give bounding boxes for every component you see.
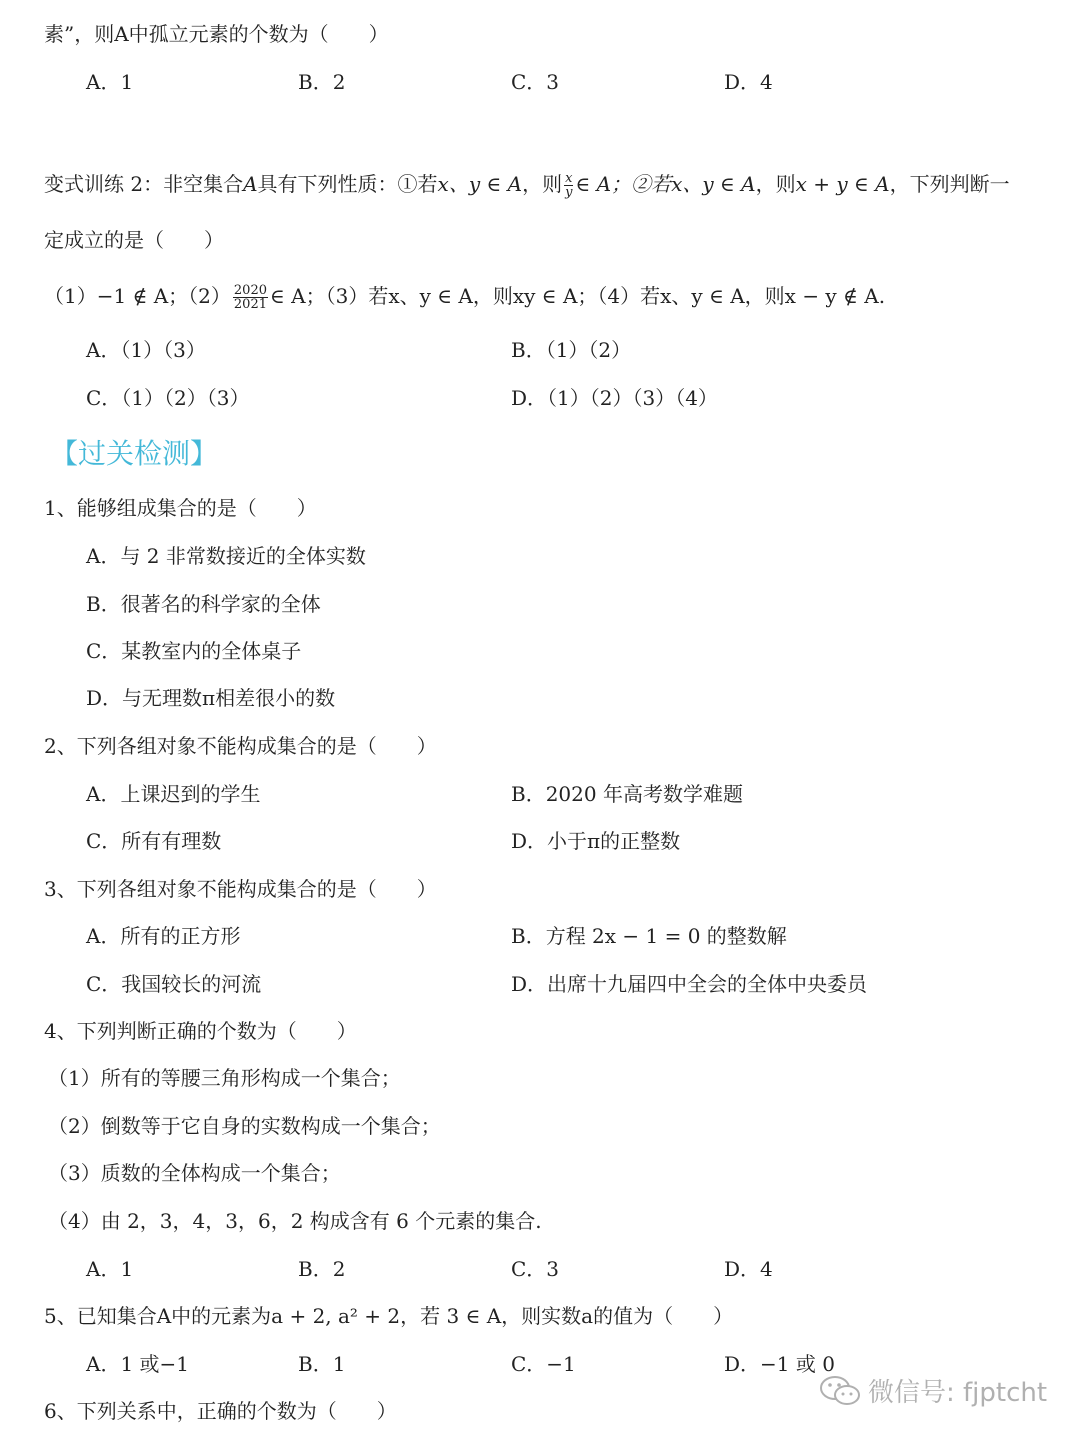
option-d: D．4 <box>724 1257 773 1281</box>
option-c: C．所有有理数 <box>86 829 222 853</box>
question-5-stem: 5、已知集合A中的元素为a + 2, a² + 2，若 3 ∈ A，则实数a的值为（ ） <box>44 1304 734 1328</box>
fraction-denominator: 2021 <box>233 297 267 312</box>
option-c: C．−1 <box>511 1352 576 1376</box>
wechat-icon <box>818 1374 862 1408</box>
fraction-numerator: 2020 <box>233 283 267 298</box>
text: ，下列判断一 <box>889 172 1010 196</box>
watermark <box>818 1372 1047 1409</box>
text: ，则 <box>522 172 563 196</box>
option-c: C．3 <box>511 70 560 94</box>
watermark-text: 微信号: fjptcht <box>868 1378 1048 1408</box>
math: ∈ A；②若 <box>575 172 672 196</box>
variant2-line1 <box>44 170 1010 199</box>
option-a: A．1 <box>86 1257 134 1281</box>
text: ，则 <box>755 172 796 196</box>
option-d: D．出席十九届四中全会的全体中央委员 <box>511 972 868 996</box>
option-a: A．所有的正方形 <box>86 924 241 948</box>
fraction <box>233 284 268 311</box>
option-c: C．我国较长的河流 <box>86 972 262 996</box>
text: ∈ A；（3）若x、y ∈ A，则xy ∈ A；（4）若x、y ∈ A，则x − y ∉ A. <box>270 284 886 308</box>
option-b: B．2 <box>298 1257 346 1281</box>
option-b: B．2020 年高考数学难题 <box>511 782 743 806</box>
option-b: B．很著名的科学家的全体 <box>86 592 321 616</box>
text: 变式训练 2：非空集合 <box>44 172 244 196</box>
list-item: （2）倒数等于它自身的实数构成一个集合； <box>48 1114 441 1138</box>
question-1-stem: 1、能够组成集合的是（ ） <box>44 496 317 520</box>
fraction-denominator: y <box>565 185 573 200</box>
math: x + y ∈ A <box>795 172 890 196</box>
option-d: D．−1 或 0 <box>724 1352 835 1376</box>
option-c: C．3 <box>511 1257 560 1281</box>
variant2-line3 <box>44 282 885 311</box>
option-b: B．方程 2x − 1 = 0 的整数解 <box>511 924 787 948</box>
option-a: A．上课迟到的学生 <box>86 782 261 806</box>
fraction <box>564 172 573 199</box>
text: （1）−1 ∉ A；（2） <box>44 284 231 308</box>
list-item: （1）所有的等腰三角形构成一个集合； <box>48 1066 401 1090</box>
list-item: （3）质数的全体构成一个集合； <box>48 1161 341 1185</box>
math: x、y ∈ A <box>437 172 523 196</box>
question-stem-continued: 素”，则A中孤立元素的个数为（ ） <box>44 22 389 46</box>
math: x、y ∈ A <box>671 172 756 196</box>
option-d: D．4 <box>724 70 773 94</box>
option-d: D．与无理数π相差很小的数 <box>86 686 336 710</box>
option-b: B．1 <box>298 1352 346 1376</box>
question-3-stem: 3、下列各组对象不能构成集合的是（ ） <box>44 877 437 901</box>
fraction-numerator: x <box>565 171 573 186</box>
option-a: A．与 2 非常数接近的全体实数 <box>86 544 366 568</box>
option-c: C．某教室内的全体桌子 <box>86 639 302 663</box>
question-2-stem: 2、下列各组对象不能构成集合的是（ ） <box>44 734 437 758</box>
option-b: B．（1）（2） <box>511 338 632 362</box>
math: A <box>243 172 258 196</box>
option-c: C．（1）（2）（3） <box>86 386 250 410</box>
section-heading: 【过关检测】 <box>50 437 219 470</box>
variant2-line2: 定成立的是（ ） <box>44 228 224 252</box>
option-a: A．1 或−1 <box>86 1352 190 1376</box>
option-a: A．1 <box>86 70 134 94</box>
list-item: （4）由 2，3，4，3，6，2 构成含有 6 个元素的集合. <box>48 1209 542 1233</box>
text: 具有下列性质：①若 <box>257 172 438 196</box>
question-4-stem: 4、下列判断正确的个数为（ ） <box>44 1019 357 1043</box>
question-6-stem: 6、下列关系中，正确的个数为（ ） <box>44 1399 397 1423</box>
option-a: A．（1）（3） <box>86 338 206 362</box>
option-b: B．2 <box>298 70 346 94</box>
option-d: D．（1）（2）（3）（4） <box>511 386 718 410</box>
option-d: D．小于π的正整数 <box>511 829 681 853</box>
